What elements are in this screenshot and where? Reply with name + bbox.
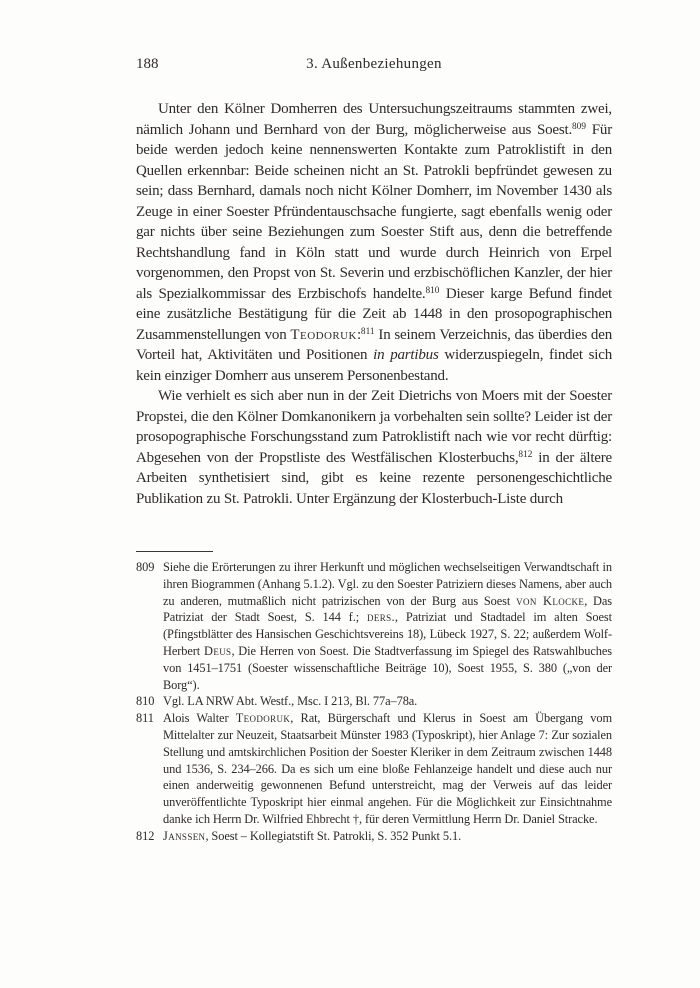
small-caps-name: Teodoruk [235,711,291,726]
footnote-ref: 809 [572,122,586,133]
footnote [136,693,612,710]
footnote-list [136,559,612,845]
text-block [136,55,612,845]
footnote-ref: 812 [518,450,533,461]
italic-phrase: in partibus [373,347,439,363]
small-caps-name: Teodoruk [290,326,357,343]
body-paragraph: Wie verhielt es sich aber nun in der Zeit Dietrichs von Moers mit der Soester Propstei, die den Kölner Domkanonikern ja vorbehalten sein sollte? Leider ist der prosopographische Forschungsstand zum Patroklistift nach wie vor recht dürftig: Abgesehen von der Propstliste des Westfälischen Klosterbuchs,$^{812}$ in der ältere Arbeiten synthetisiert sind, gibt es keine rezente personengeschichtliche Publikation zu St. Patrokli. Unter Ergänzung der Klosterbuch-Liste durch [136,388,612,507]
small-caps-name: Deus [204,643,232,658]
footnote [136,710,612,828]
footnote-text: Alois Walter Teodoruk, Rat, Bürgerschaft und Klerus in Soest am Übergang vom Mittelalter zur Neuzeit, Staatsarbeit Münster 1983 (Typoskript), hier Anlage 7: Zur sozialen Stellung und amtskirchlichen Position der Soester Kleriker in dem Zeitraum zwischen 1448 und 1536, S. 234–266. Da es sich um eine bloße Fehlanzeige handelt und diese auch nur einen anderweitig gewonnenen Befund unterstreicht, mag der Verweis auf das leider unveröffentlichte Typoskript hier einmal angehen. Für die Möglichkeit zur Einsichtnahme danke ich Herrn Dr. Wilfried Ehbrecht †, für deren Vermittlung Herrn Dr. Daniel Stracke. [163,711,612,826]
footnote-separator [136,551,213,552]
footnote-ref: 810 [425,286,440,297]
footnote [136,828,612,845]
footnote-number: 809 [136,560,155,574]
footnote-number: 811 [136,711,154,726]
footnote-text: Siehe die Erörterungen zu ihrer Herkunft und möglichen wechselseitigen Verwandtschaft in ihren Biogrammen (Anhang 5.1.2). Vgl. zu den Soester Patriziern dieses Namens, aber auch zu anderen, mutmaßlich nicht patrizischen von der Burg aus Soest von Klocke, Das Patriziat der Stadt Soest, S. 144 f.; ders., Patriziat und Stadtadel im alten Soest (Pfingstblätter des Hansischen Geschichtsvereins 18), Lübeck 1927, S. 22; außerdem Wolf-Herbert Deus, Die Herren von Soest. Die Stadtverfassung im Spiegel des Ratswahlbuches von 1451–1751 (Soester wissenschaftliche Beiträge 10), Soest 1955, S. 380 („von der Borg“). [163,560,612,692]
body-paragraph: Unter den Kölner Domherren des Untersuchungszeitraums stammten zwei, nämlich Johann und Bernhard von der Burg, möglicherweise aus Soest.$^{809}$ Für beide werden jedoch keine nennenswerten Kontakte zum Patroklistift in den Quellen erkennbar: Beide scheinen nicht an St. Patrokli bepfründet gewesen zu sein; dass Bernhard, damals noch nicht Kölner Domherr, im November 1430 als Zeuge in einer Soester Pfründentauschsache fungierte, sagt ebenfalls wenig oder gar nichts über seine Beziehungen zum Soester Stift aus, denn die betreffende Rechtshandlung fand in Köln statt und wurde durch Heinrich von Erpel vorgenommen, den Propst von St. Severin und erzbischöflichen Kanzler, der hier als Spezialkommissar des Erzbischofs handelte.$^{810}$ Dieser karge Befund findet eine zusätzliche Bestätigung für die Zeit ab 1448 in den prosopographischen Zusammenstellungen von Teodoruk:$^{811}$ In seinem Verzeichnis, das überdies den Vorteil hat, Aktivitäten und Positionen in partibus widerzuspiegeln, findet sich kein einziger Domherr aus unserem Personenbestand. [136,101,613,384]
running-header [136,55,612,73]
running-head-title: 3. Außenbeziehungen [306,56,442,72]
footnote [136,559,612,693]
small-caps-name: von Klocke [516,593,585,608]
footnote-text: Janssen, Soest – Kollegiatstift St. Patrokli, S. 352 Punkt 5.1. [163,828,462,843]
footnote-ref: 811 [360,327,375,338]
footnote-number: 812 [136,828,155,843]
page-number: 188 [136,56,159,72]
small-caps-name: ders. [366,610,395,625]
small-caps-name: Janssen [163,828,206,843]
footnote-number: 810 [136,694,155,709]
footnote-text: Vgl. LA NRW Abt. Westf., Msc. I 213, Bl. 77a–78a. [163,694,418,709]
main-text [136,99,612,509]
